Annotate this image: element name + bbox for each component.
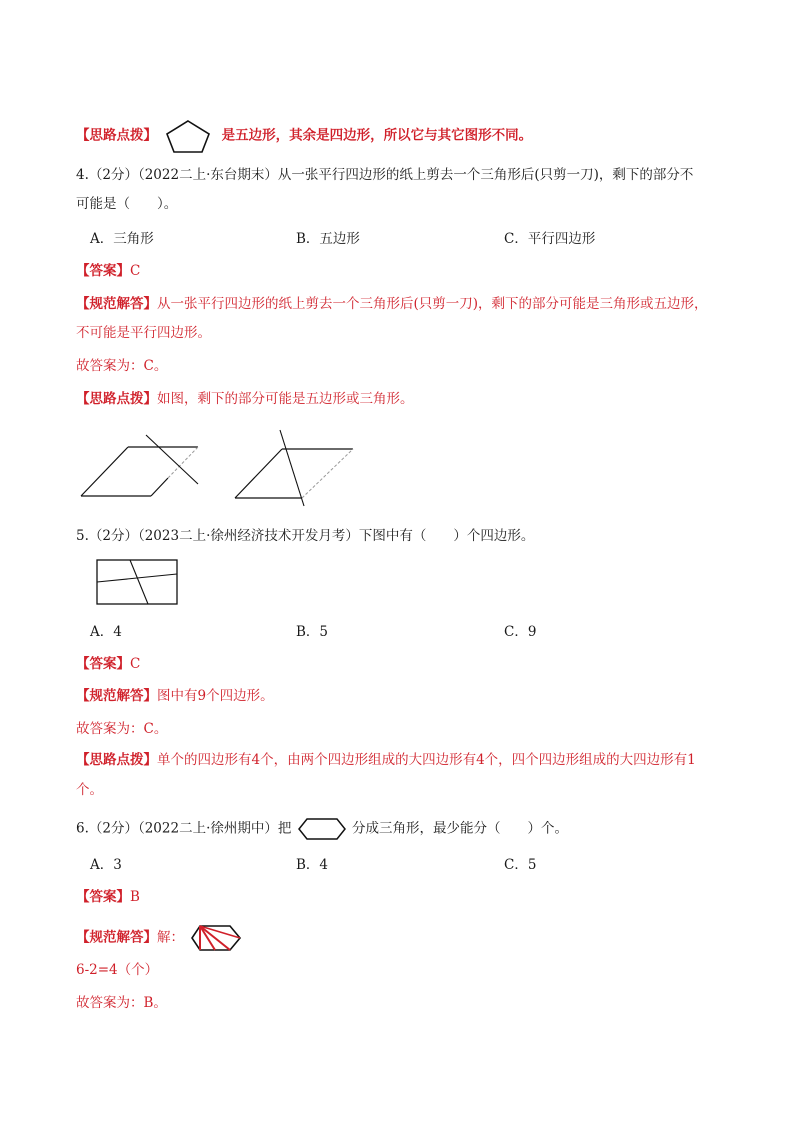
q6-answer-line [76,887,140,907]
q5-hint-label: 【思路点拨】 [76,752,157,768]
q4-stem-line1: 4.（2分）（2022二上·东台期末）从一张平行四边形的纸上剪去一个三角形后(只剪一刀)，剩下的部分不 [76,167,694,183]
q4-conclusion: 故答案为：C。 [76,358,168,374]
q4-solution-line1 [76,294,708,314]
q5-answer-line [76,654,140,674]
parallelogram-cut-figure-2 [235,430,353,506]
q5-solution-text: 图中有9个四边形。 [157,688,274,704]
q5-rectangle-figure [95,557,181,607]
q6-stem [76,817,568,841]
q5-hint-text: 单个的四边形有4个，由两个四边形组成的大四边形有4个，四个四边形组成的大四边形有1 [157,752,696,768]
q6-option-c: C．5 [504,857,537,873]
q4-solution-line2: 不可能是平行四边形。 [76,325,211,341]
q5-option-a: A．4 [90,624,122,640]
q3-hint-label: 【思路点拨】 [76,127,157,144]
q6-solution-label: 【规范解答】 [76,929,157,946]
q4-answer-label: 【答案】 [76,263,130,279]
q5-solution-line [76,686,274,706]
q4-answer-line [76,261,140,281]
q6-conclusion: 故答案为：B。 [76,995,167,1011]
q4-option-b: B．五边形 [296,231,360,247]
q4-solution-text: 从一张平行四边形的纸上剪去一个三角形后(只剪一刀)，剩下的部分可能是三角形或五边形， [157,296,708,312]
parallelogram-cut-figure-1 [81,435,198,496]
q6-option-a: A．3 [90,857,122,873]
q5-conclusion: 故答案为：C。 [76,721,168,737]
q6-answer-value: B [130,889,140,905]
q6-solution-line [76,924,242,952]
q4-hint-line [76,389,414,409]
q5-answer-value: C [130,656,141,672]
q4-hint-text: 如图，剩下的部分可能是五边形或三角形。 [157,391,414,407]
q4-answer-value: C [130,263,141,279]
q5-answer-label: 【答案】 [76,656,130,672]
q4-hint-label: 【思路点拨】 [76,391,157,407]
q4-option-a: A．三角形 [90,231,154,247]
q5-stem: 5.（2分）（2023二上·徐州经济技术开发月考）下图中有（ ）个四边形。 [76,528,535,544]
q4-cut-figures [76,428,376,508]
q6-stem-prefix: 6.（2分）（2022二上·徐州期中）把 [76,820,292,837]
q6-equation: 6-2=4（个） [76,962,159,978]
q6-answer-label: 【答案】 [76,889,130,905]
q3-hint-text: 是五边形，其余是四边形，所以它与其它图形不同。 [221,127,533,144]
hexagon-divided-figure [190,924,242,952]
q3-hint-line [76,118,532,154]
hexagon-figure [297,817,347,841]
q5-hint-line2: 个。 [76,782,103,798]
q5-hint-line1 [76,750,696,770]
q6-solution-text: 解： [157,929,184,946]
q5-option-b: B．5 [296,624,329,640]
q6-stem-suffix: 分成三角形，最少能分（ ）个。 [351,820,568,837]
q6-option-b: B．4 [296,857,329,873]
q4-solution-label: 【规范解答】 [76,296,157,312]
q4-stem-line2: 可能是（ ）。 [76,196,178,212]
q5-option-c: C．9 [504,624,537,640]
q4-option-c: C．平行四边形 [504,231,596,247]
pentagon-figure [163,118,213,154]
q5-solution-label: 【规范解答】 [76,688,157,704]
